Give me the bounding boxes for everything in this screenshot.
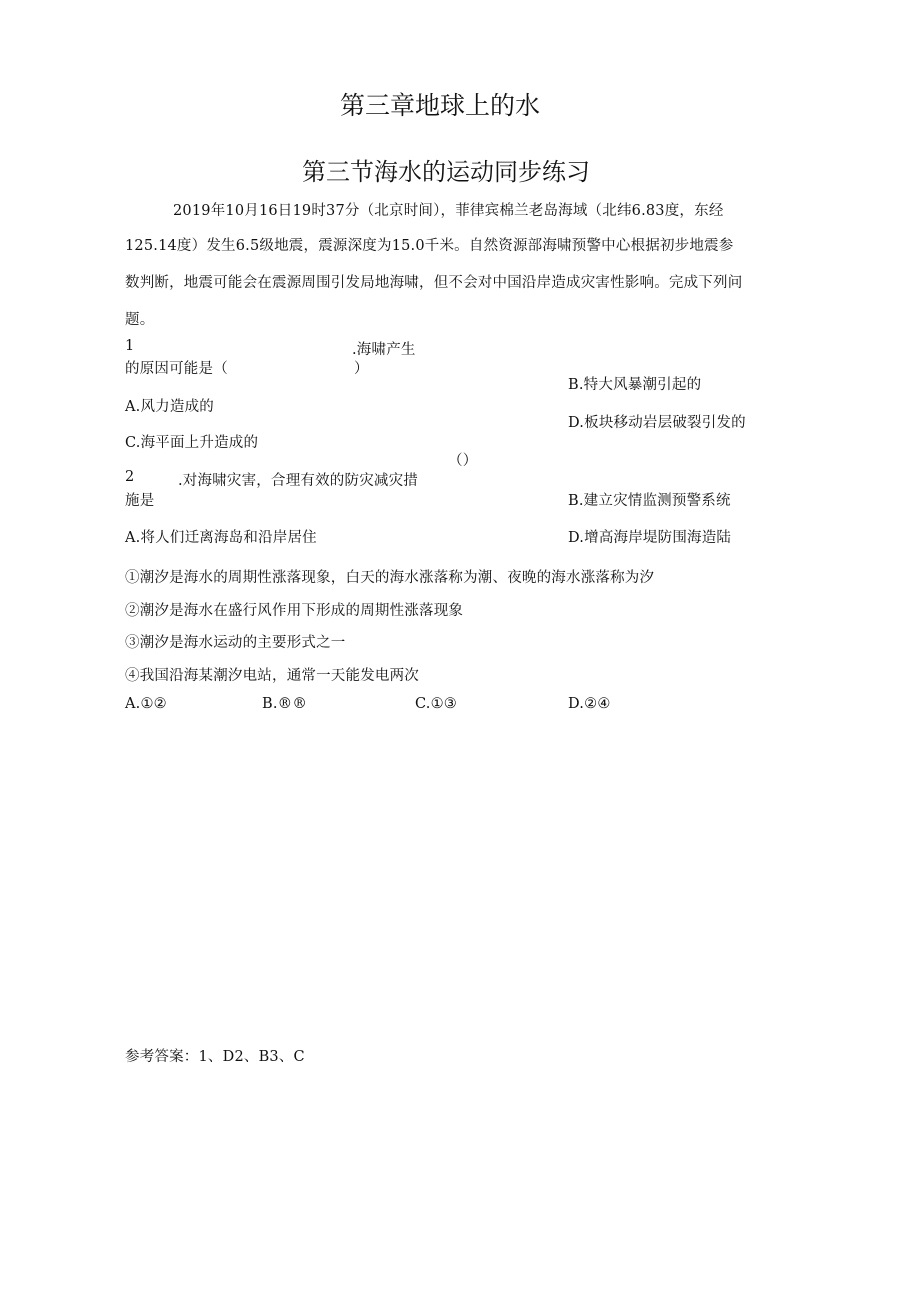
q1-option-b[interactable]: B.特大风暴潮引起的 (568, 377, 702, 393)
q2-option-a[interactable]: A.将人们迁离海岛和沿岸居住 (125, 530, 317, 546)
q1-option-c[interactable]: C.海平面上升造成的 (125, 435, 259, 451)
q2-stem-a: .对海啸灾害，合理有效的防灾减灾措 (178, 473, 419, 489)
q3-statement-2: ②潮汐是海水在盛行风作用下形成的周期性涨落现象 (125, 603, 464, 619)
q1-option-a[interactable]: A.风力造成的 (125, 399, 214, 415)
q3-option-d[interactable]: D.②④ (568, 696, 611, 712)
intro-line-2: 125.14度）发生6.5级地震，震源深度为15.0千米。自然资源部海啸预警中心根据初步地震参 (125, 238, 734, 254)
q2-number: 2 (125, 469, 135, 485)
q2-option-d[interactable]: D.增高海岸堤防围海造陆 (568, 530, 732, 546)
q3-option-a[interactable]: A.①② (125, 696, 167, 712)
q2-stem-b: 施是 (125, 493, 155, 509)
q3-statement-3: ③潮汐是海水运动的主要形式之一 (125, 635, 346, 651)
q3-option-b[interactable]: B.®® (262, 696, 308, 712)
q1-number: 1 (125, 338, 135, 354)
q3-statement-4: ④我国沿海某潮汐电站，通常一天能发电两次 (125, 668, 419, 684)
q3-statement-1: ①潮汐是海水的周期性涨落现象，白天的海水涨落称为潮、夜晚的海水涨落称为汐 (125, 570, 655, 586)
q1-option-d[interactable]: D.板块移动岩层破裂引发的 (568, 415, 746, 431)
section-title: 第三节海水的运动同步练习 (302, 158, 590, 186)
q1-paren-close: ） (354, 361, 369, 377)
intro-line-3: 数判断，地震可能会在震源周围引发局地海啸，但不会对中国沿岸造成灾害性影响。完成下列问 (125, 275, 743, 291)
q2-option-b[interactable]: B.建立灾情监测预警系统 (568, 493, 731, 509)
q1-stem-b: 的原因可能是（ (125, 361, 228, 377)
q1-stem-a: .海啸产生 (352, 342, 416, 358)
q2-paren: （） (448, 453, 478, 469)
q3-option-c[interactable]: C.①③ (415, 696, 457, 712)
intro-line-1: 2019年10月16日19时37分（北京时间），菲律宾棉兰老岛海域（北纬6.83度，东经 (173, 203, 724, 219)
chapter-title: 第三章地球上的水 (340, 91, 541, 120)
answer-key: 参考答案：1、D2、B3、C (125, 1049, 305, 1065)
intro-line-4: 题。 (125, 312, 155, 328)
